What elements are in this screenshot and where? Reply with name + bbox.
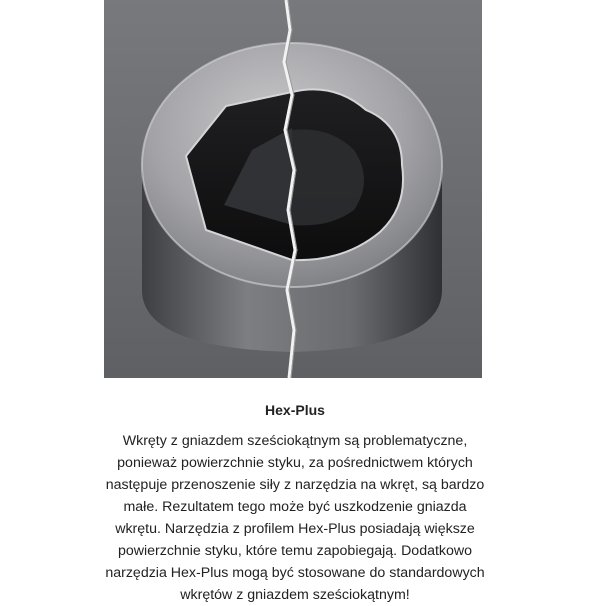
hex-socket-illustration (104, 0, 482, 378)
product-title: Hex-Plus (265, 402, 325, 418)
product-photo (104, 0, 482, 378)
product-description: Wkręty z gniazdem sześciokątnym są problematyczne, ponieważ powierzchnie styku, za pośrednictwem których następuje przenoszenie siły z narzędzia na wkręt, są bardzo małe. Rezultatem tego może być uszkodzenie gniazda wkrętu. Narzędzia z profilem Hex-Plus posiadają większe powierzchnie styku, które temu zapobiegają. Dodatkowo narzędzia Hex-Plus mogą być stosowane do standardowych wkrętów z gniazdem sześciokątnym! (105, 433, 485, 603)
